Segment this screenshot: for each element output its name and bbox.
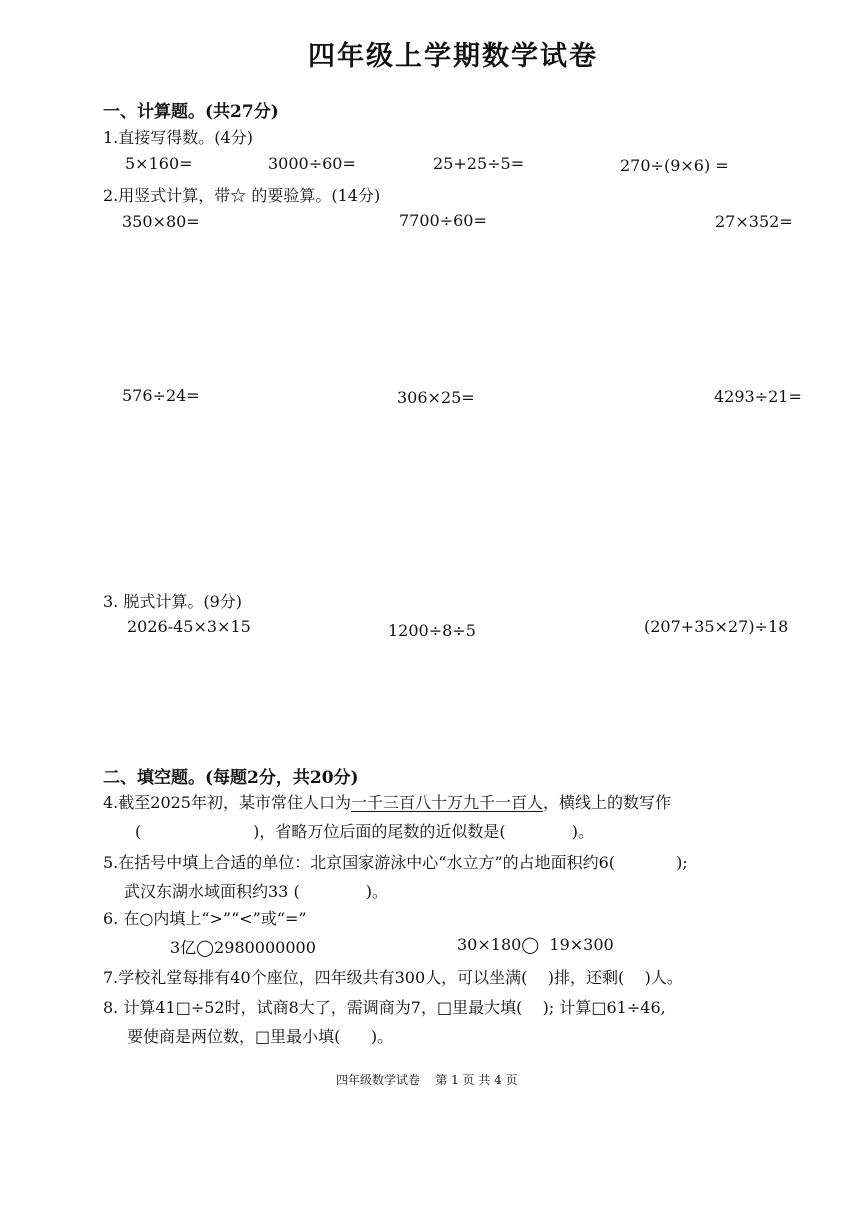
q4-underlined-number: 一千三百八十万九千一百人: [351, 793, 544, 812]
q3-item-2: 1200÷8÷5: [388, 621, 476, 640]
q4-line2: ( )，省略万位后面的尾数的近似数是( )。: [135, 822, 594, 841]
q7-line1: 7.学校礼堂每排有40个座位，四年级共有300人，可以坐满( )排，还剩( )人。: [103, 968, 683, 987]
q5-line1: 5.在括号中填上合适的单位：北京国家游泳中心“水立方”的占地面积约6( );: [103, 853, 688, 872]
q8-line2: 要使商是两位数，□里最小填( )。: [127, 1027, 394, 1046]
page-footer: 四年级数学试卷 第 1 页 共 4 页: [336, 1073, 518, 1087]
q1-item-3: 25+25÷5=: [433, 154, 525, 173]
q2-prompt: 2.用竖式计算，带☆ 的要验算。(14分): [103, 186, 381, 205]
q3-item-3: (207+35×27)÷18: [644, 617, 789, 636]
q2-row1-item-3: 27×352=: [715, 212, 793, 231]
section2-heading: 二、填空题。(每题2分，共20分): [103, 768, 359, 788]
exam-title: 四年级上学期数学试卷: [308, 41, 598, 72]
q2-row1-item-2: 7700÷60=: [399, 211, 487, 230]
q2-row2-item-1: 576÷24=: [122, 386, 200, 405]
q1-item-4: 270÷(9×6) =: [620, 156, 729, 175]
q1-item-2: 3000÷60=: [268, 154, 356, 173]
q6-item-a: 3亿◯2980000000: [170, 938, 316, 957]
q4-line1-b: ，横线上的数写作: [543, 793, 672, 812]
q6-line1: 6. 在○内填上“>”“<”或“=”: [103, 909, 307, 928]
q8-line1: 8. 计算41□÷52时，试商8大了，需调商为7，□里最大填( ); 计算□61÷46,: [103, 998, 666, 1017]
q1-prompt: 1.直接写得数。(4分): [103, 128, 253, 147]
q2-row2-item-2: 306×25=: [397, 388, 475, 407]
section1-heading: 一、计算题。(共27分): [103, 102, 279, 122]
q3-prompt: 3. 脱式计算。(9分): [103, 592, 243, 611]
q1-item-1: 5×160=: [125, 154, 193, 173]
q5-line2: 武汉东湖水域面积约33 ( )。: [124, 882, 389, 901]
q4-line1-a: 4.截至2025年初，某市常住人口为: [103, 793, 351, 812]
q4-line1: [103, 790, 671, 813]
q2-row2-item-3: 4293÷21=: [714, 387, 802, 406]
q6-item-b: 30×180◯ 19×300: [457, 935, 614, 954]
q3-item-1: 2026-45×3×15: [127, 617, 251, 636]
q2-row1-item-1: 350×80=: [122, 212, 200, 231]
